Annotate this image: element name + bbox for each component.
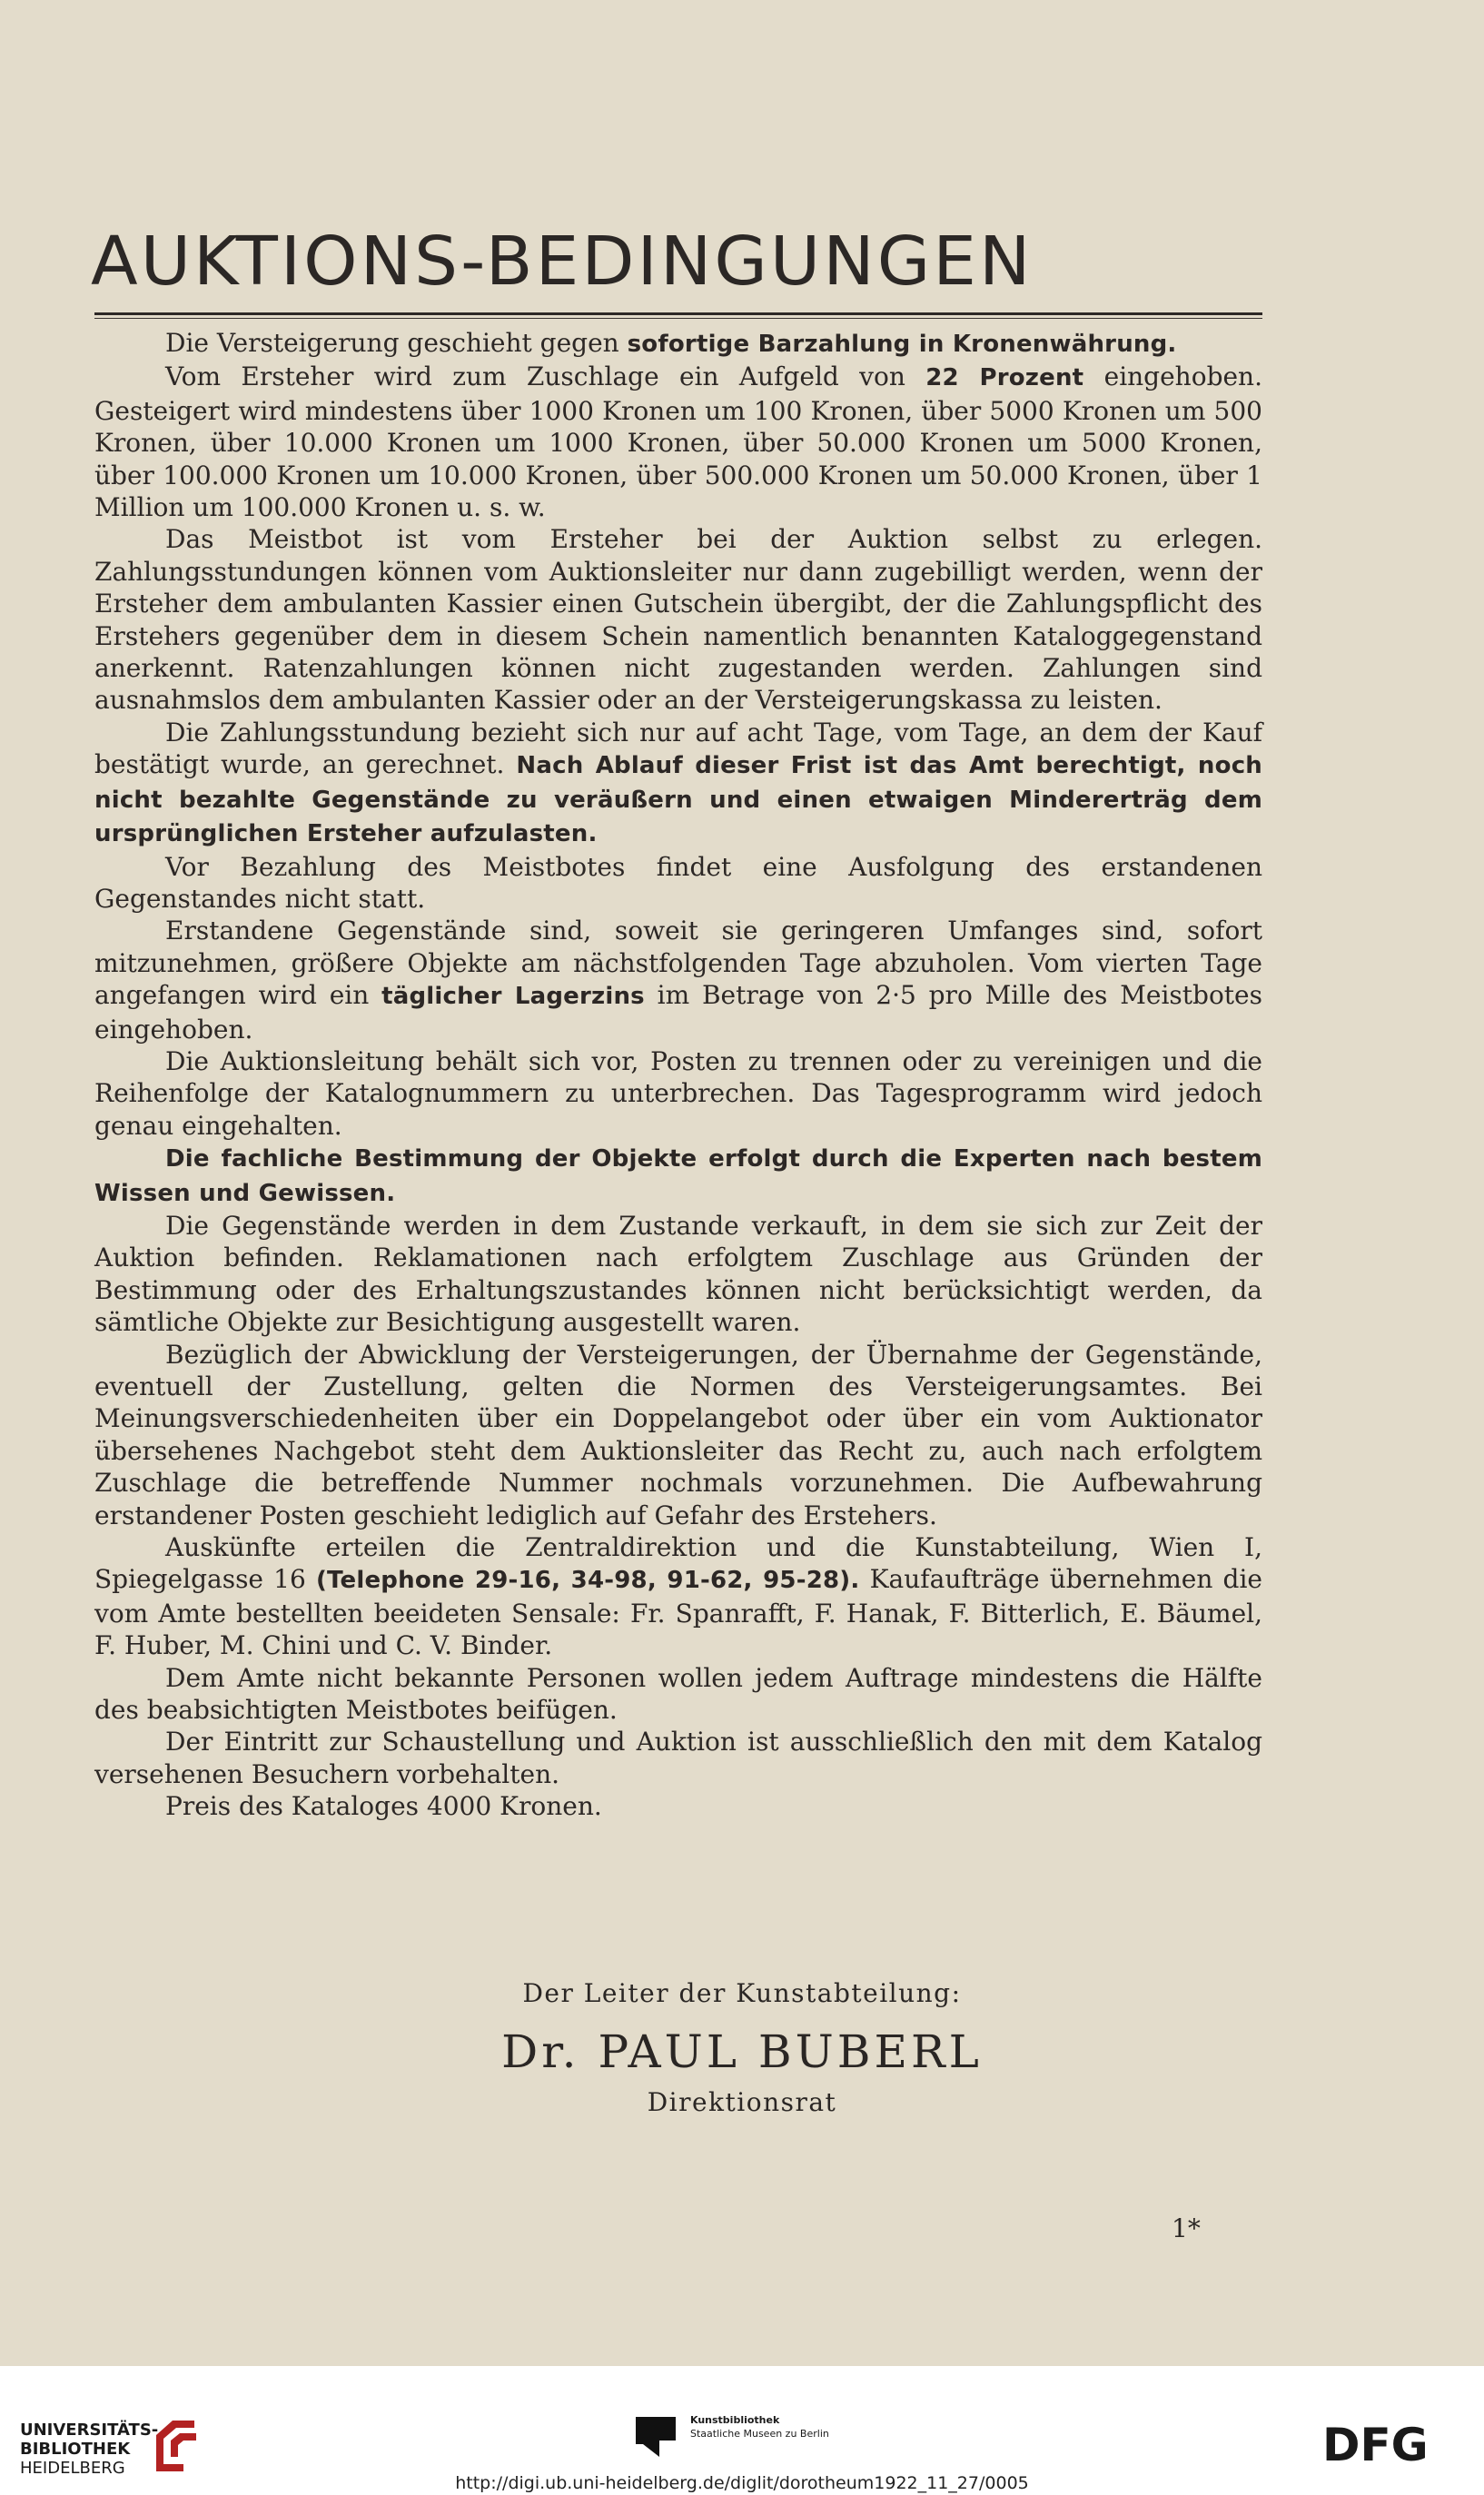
condition-paragraph (94, 717, 1262, 851)
digitization-footer (0, 2366, 1484, 2495)
text-run: Das Meistbot ist vom Ersteher bei der Auktion selbst zu erlegen. Zahlungsstundungen können vom Auktionsleiter nur dann zugebilligt werden, wenn der Ersteher dem ambulanten Kassier einen Gutschein übergibt, der die Zahlungspflicht des Erstehers gegenüber dem in diesem Schein namentlich benannten Kataloggegenstand anerkennt. Ratenzahlungen können nicht zugestanden werden. Zahlungen sind ausnahmslos dem ambulanten Kassier oder an der Versteigerungskassa zu leisten. (94, 524, 1262, 716)
kb-line-2: Staatliche Museen zu Berlin (690, 2428, 829, 2440)
condition-paragraph (94, 1726, 1262, 1790)
emphasized-text: 22 Prozent (925, 364, 1084, 392)
text-run: Dem Amte nicht bekannte Personen wollen jedem Auftrage mindestens die Hälfte des beabsichtigten Meistbotes beifügen. (94, 1662, 1262, 1726)
emphasized-text: Nach Ablauf dieser Frist ist das Amt berechtigt, noch nicht bezahlte Gegenstände zu veräußern und einen etwaigen Mindererträg dem ursprünglichen Ersteher aufzulasten. (94, 752, 1263, 848)
condition-paragraph (94, 851, 1262, 916)
source-url-link[interactable]: http://digi.ub.uni-heidelberg.de/diglit/dorotheum1922_11_27/0005 (455, 2473, 1029, 2493)
text-run: Die Zahlungsstundung bezieht sich nur auf acht Tage, vom Tage, an dem der Kauf bestätigt wurde, an gerechnet. (94, 717, 1262, 780)
emphasized-text: (Telephone 29-16, 34-98, 91-62, 95-28). (315, 1567, 860, 1595)
ub-heidelberg-logo-icon (147, 2417, 205, 2475)
condition-paragraph (94, 1662, 1262, 1727)
text-run: eingehoben. Gesteigert wird mindestens über 1000 Kronen um 100 Kronen, über 5000 Kronen um 500 Kronen, über 10.000 Kronen um 1000 Kronen, über 50.000 Kronen um 5000 Kronen, über 100.000 Kronen um 10.000 Kronen, über 500.000 Kronen um 50.000 Kronen, über 1 Million um 100.000 Kronen u. s. w. (94, 361, 1262, 523)
dfg-logo-icon (1322, 2421, 1459, 2466)
text-run: Vom Ersteher wird zum Zuschlage ein Aufgeld von (165, 361, 926, 392)
signature-position: Direktionsrat (647, 2087, 837, 2117)
text-run: Bezüglich der Abwicklung der Versteigerungen, der Übernahme der Gegenstände, eventuell der Zustellung, gelten die Normen des Versteigerungsamtes. Bei Meinungsverschiedenheiten über ein Doppelangebot oder über ein vom Auktionator übersehenes Nachgebot steht dem Auktionsleiter das Recht zu, auch nach erfolgtem Zuschlage die betreffende Nummer nochmals vorzunehmen. Die Aufbewahrung erstandener Posten geschieht lediglich auf Gefahr des Erstehers. (94, 1339, 1262, 1530)
title-rule-thin (94, 318, 1262, 319)
conditions-text (94, 327, 1262, 1823)
condition-paragraph (94, 523, 1262, 716)
condition-paragraph (94, 1142, 1262, 1210)
condition-paragraph (94, 1790, 1262, 1822)
dfg-logo-text: DFG (1322, 2421, 1429, 2466)
condition-paragraph (94, 1531, 1262, 1662)
ub-line-1: UNIVERSITÄTS- (20, 2421, 159, 2440)
document-title: AUKTIONS-BEDINGUNGEN (91, 223, 1034, 301)
condition-paragraph (94, 361, 1262, 523)
text-run: Die Auktionsleitung behält sich vor, Posten zu trennen oder zu vereinigen und die Reihenfolge der Katalognummern zu unterbrechen. Das Tagesprogramm wird jedoch genau eingehalten. (94, 1045, 1262, 1141)
signature-name: Dr. PAUL BUBERL (501, 2025, 983, 2078)
text-run: Die Gegenstände werden in dem Zustande verkauft, in dem sie sich zur Zeit der Auktion befinden. Reklamationen nach erfolgtem Zuschlage aus Gründen der Bestimmung oder des Erhaltungszustandes können nicht berücksichtigt werden, da sämtliche Objekte zur Besichtigung ausgestellt waren. (94, 1210, 1262, 1338)
ub-line-3: HEIDELBERG (20, 2459, 125, 2478)
emphasized-text: Die fachliche Bestimmung der Objekte erfolgt durch die Experten nach bestem Wissen und Gewissen. (94, 1145, 1262, 1207)
condition-paragraph (94, 1210, 1262, 1339)
ub-line-2: BIBLIOTHEK (20, 2440, 131, 2459)
page-mark: 1* (1172, 2213, 1201, 2243)
text-run: Die Versteigerung geschieht gegen (165, 328, 628, 358)
kunstbibliothek-logo-icon (634, 2413, 681, 2460)
emphasized-text: täglicher Lagerzins (381, 983, 645, 1011)
condition-paragraph (94, 327, 1262, 361)
kunstbibliothek-logo-text (690, 2413, 829, 2441)
condition-paragraph (94, 1045, 1262, 1142)
text-run: Kaufaufträge übernehmen die vom Amte bestellten beeideten Sensale: Fr. Spanrafft, F. Hanak, F. Bitterlich, E. Bäumel, F. Huber, M. Chini und C. V. Binder. (94, 1564, 1263, 1661)
emphasized-text: sofortige Barzahlung in Kronenwährung. (627, 331, 1177, 358)
text-run: Der Eintritt zur Schaustellung und Auktion ist ausschließlich den mit dem Katalog versehenen Besuchern vorbehalten. (94, 1727, 1262, 1789)
text-run: Preis des Kataloges 4000 Kronen. (165, 1791, 602, 1822)
kb-line-1: Kunstbibliothek (690, 2414, 780, 2426)
condition-paragraph (94, 1339, 1262, 1531)
text-run: Auskünfte erteilen die Zentraldirektion und die Kunstabteilung, Wien I, Spiegelgasse 16 (94, 1532, 1262, 1595)
title-rule (94, 312, 1262, 315)
text-run: Erstandene Gegenstände sind, soweit sie geringeren Umfanges sind, sofort mitzunehmen, größere Objekte am nächstfolgenden Tage abzuholen. Vom vierten Tage angefangen wird ein (94, 916, 1262, 1011)
signature-role: Der Leiter der Kunstabteilung: (522, 1978, 962, 2008)
text-run: im Betrage von 2·5 pro Mille des Meistbotes eingehoben. (94, 980, 1262, 1045)
text-run: Vor Bezahlung des Meistbotes findet eine Ausfolgung des erstandenen Gegenstandes nicht statt. (94, 851, 1262, 914)
ub-heidelberg-logo-text (20, 2421, 158, 2478)
condition-paragraph (94, 915, 1262, 1045)
